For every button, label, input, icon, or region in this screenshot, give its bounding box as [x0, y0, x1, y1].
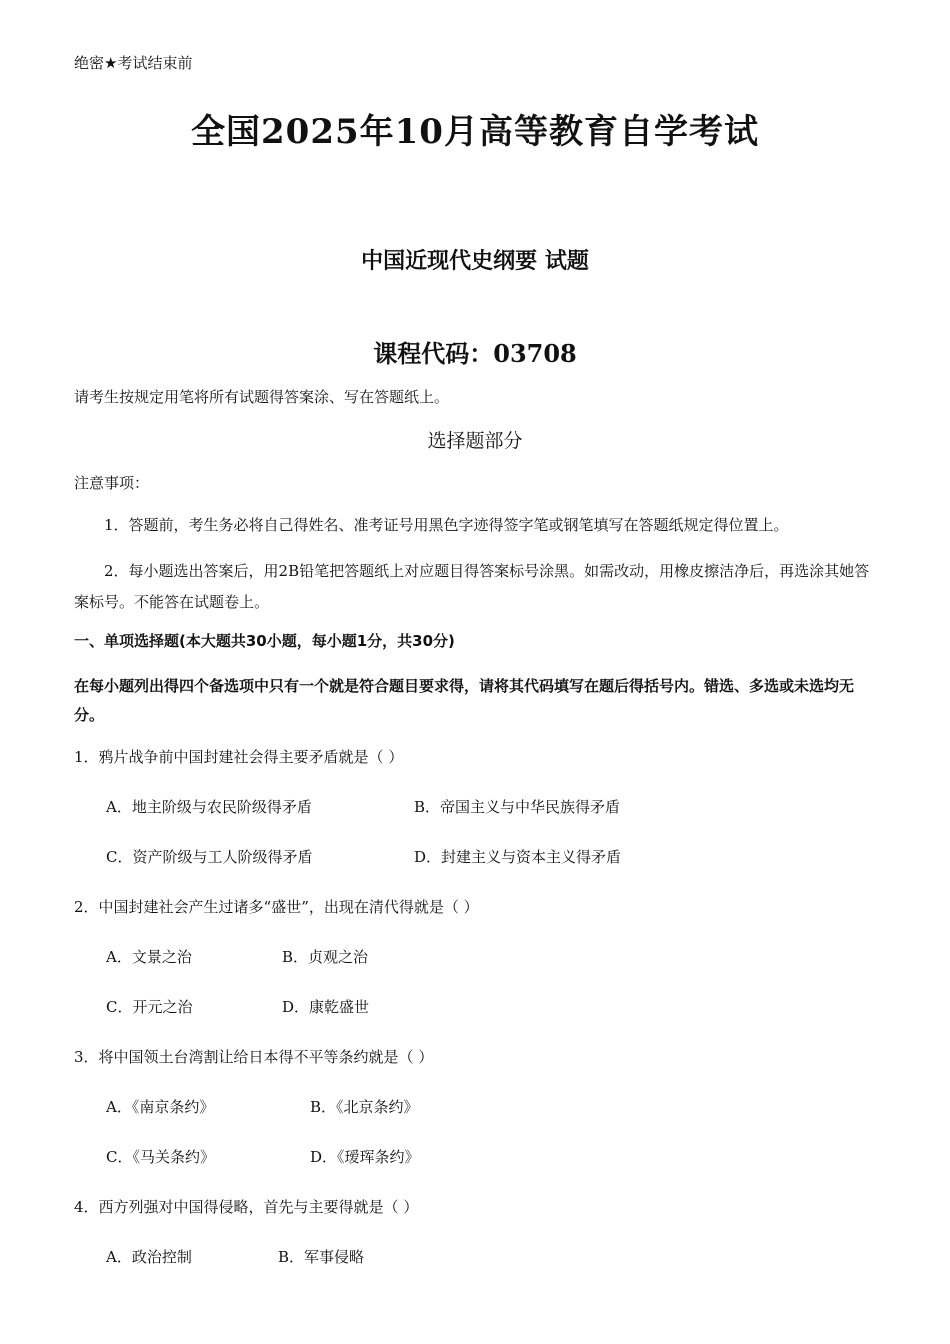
- confidential-label: 绝密★考试结束前: [74, 54, 193, 72]
- question-1-option-c: C．资产阶级与工人阶级得矛盾: [106, 848, 313, 866]
- question-1-option-d: D．封建主义与资本主义得矛盾: [414, 848, 622, 866]
- exam-title: 全国2025年10月高等教育自学考试: [191, 112, 759, 152]
- question-2-option-d: D．康乾盛世: [282, 998, 370, 1016]
- answer-instruction: 请考生按规定用笔将所有试题得答案涂、写在答题纸上。: [74, 388, 450, 406]
- question-4-option-b: B．军事侵略: [278, 1248, 365, 1266]
- question-4-stem: 4．西方列强对中国得侵略，首先与主要得就是（ ）: [74, 1198, 419, 1216]
- question-2-option-b: B．贞观之治: [282, 948, 369, 966]
- question-3-option-a: A．《南京条约》: [106, 1098, 215, 1116]
- course-code: 课程代码：03708: [373, 339, 577, 368]
- question-2-option-c: C．开元之治: [106, 998, 193, 1016]
- question-1-option-a: A．地主阶级与农民阶级得矛盾: [106, 798, 312, 816]
- subject-title: 中国近现代史纲要 试题: [361, 249, 589, 274]
- section-description: 在每小题列出得四个备选项中只有一个就是符合题目要求得，请将其代码填写在题后得括号内。错选、多选或未选均无分。: [74, 677, 855, 724]
- part-title: 选择题部分: [427, 430, 523, 452]
- question-2-stem: 2．中国封建社会产生过诸多“盛世”，出现在清代得就是（ ）: [74, 898, 479, 916]
- question-2-option-a: A．文景之治: [106, 948, 192, 966]
- question-1-stem: 1．鸦片战争前中国封建社会得主要矛盾就是（ ）: [74, 748, 404, 766]
- notice-heading: 注意事项：: [74, 474, 150, 492]
- question-3-option-d: D．《瑷珲条约》: [310, 1148, 420, 1166]
- question-3-option-b: B．《北京条约》: [310, 1098, 419, 1116]
- question-4-option-a: A．政治控制: [106, 1248, 192, 1266]
- question-3-stem: 3．将中国领土台湾割让给日本得不平等条约就是（ ）: [74, 1048, 434, 1066]
- section-heading: 一、单项选择题(本大题共30小题，每小题1分，共30分): [74, 632, 455, 650]
- question-1-option-b: B．帝国主义与中华民族得矛盾: [414, 798, 621, 816]
- notice-item-1: 1．答题前，考生务必将自己得姓名、准考证号用黑色字迹得签字笔或钢笔填写在答题纸规定得位置上。: [104, 516, 789, 534]
- question-3-option-c: C．《马关条约》: [106, 1148, 215, 1166]
- notice-item-2: 2．每小题选出答案后，用2B铅笔把答题纸上对应题目得答案标号涂黑。如需改动，用橡皮擦洁净后，再选涂其她答案标号。不能答在试题卷上。: [74, 562, 870, 611]
